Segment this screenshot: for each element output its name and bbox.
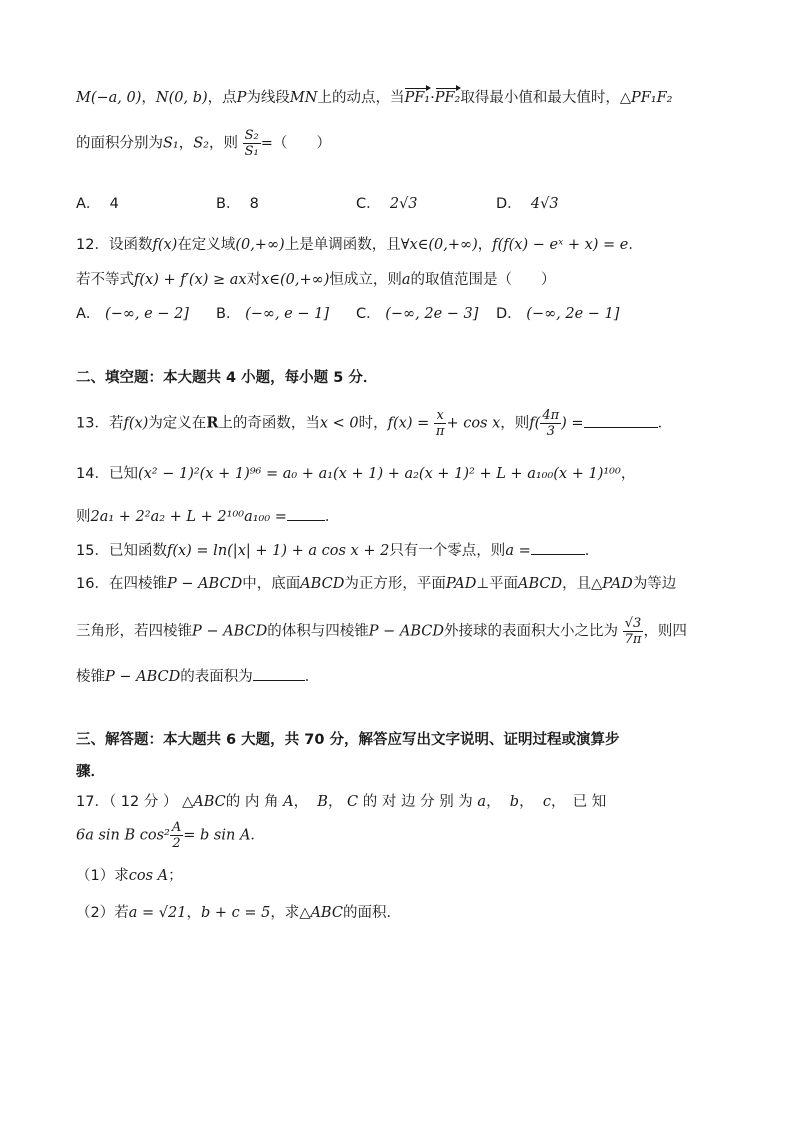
text-span: D．: [496, 306, 522, 322]
text-span: △PAD: [591, 576, 633, 592]
text-span: x∈(0,+∞): [261, 272, 330, 288]
text-span: ；: [168, 868, 183, 884]
q11-option-d[interactable]: [496, 192, 559, 213]
text-span: ．: [628, 237, 643, 253]
text-span: A: [283, 794, 294, 810]
text-span: ，: [477, 237, 493, 253]
text-span: 的 内 角: [225, 794, 279, 810]
text-span: ．: [584, 543, 600, 559]
text-span: P − ABCD: [192, 623, 268, 640]
text-span: P − ABCD: [166, 576, 243, 592]
text-span: x < 0: [319, 415, 359, 432]
text-span: 4π: [542, 408, 560, 423]
text-span: 3: [546, 424, 555, 439]
text-span: B．: [216, 196, 241, 212]
text-span: 6a sin B cos²: [76, 827, 170, 844]
text-span: 的面积分别为: [76, 135, 163, 152]
fraction-s2-over-s1: [243, 128, 261, 159]
text-span: 外接球的表面积大小之比为: [444, 623, 618, 640]
vector-pf2: PF₂: [434, 90, 461, 106]
text-span: S₁: [163, 135, 179, 152]
text-span: f(f(x) − eˣ + x) = e: [492, 237, 629, 253]
text-span: 12．设函数: [76, 237, 153, 253]
q17-line-1: [76, 790, 606, 811]
triangle-pf1f2: △PF₁F₂: [619, 90, 673, 106]
q17-part-2: [76, 901, 401, 922]
q12-option-a[interactable]: [76, 302, 189, 323]
text-span: C．: [356, 196, 381, 212]
text-span: ．: [657, 415, 673, 432]
q11-option-a[interactable]: [76, 192, 119, 213]
fraction-x-over-pi: [434, 408, 447, 439]
text-span: 2√3: [389, 196, 418, 212]
text-span: ，: [327, 794, 343, 810]
text-span: 棱锥: [76, 669, 105, 685]
text-span: 为正方形，平面: [344, 576, 446, 592]
q13-answer-blank[interactable]: [584, 427, 658, 428]
text-span: ，求: [270, 905, 300, 921]
text-span: 对: [246, 272, 262, 288]
text-span: 8: [249, 196, 259, 212]
text-span: a =: [505, 543, 531, 559]
text-span: P − ABCD: [105, 669, 181, 685]
q12-line-2: [76, 268, 556, 289]
point-m: M(−a, 0): [76, 90, 142, 106]
text-span: 4: [109, 196, 119, 212]
q12-option-b[interactable]: [216, 302, 329, 323]
text-span: R: [206, 414, 219, 432]
text-span: 7π: [624, 632, 642, 647]
text-span: ∀x∈(0,+∞): [400, 237, 478, 253]
text-span: （1）求: [76, 868, 129, 884]
text-span: 三角形，若四棱锥: [76, 623, 192, 640]
text-span: PAD: [445, 576, 477, 592]
text-span: C: [347, 794, 359, 810]
text-span: ，点: [207, 90, 237, 106]
text-span: cos A: [128, 868, 169, 884]
text-span: ABCD: [300, 576, 345, 592]
point-n: N(0, b): [155, 90, 208, 106]
text-span: ，则四: [643, 623, 687, 640]
text-span: 的面积．: [342, 905, 401, 921]
text-span: 上的动点，当: [317, 90, 405, 106]
fraction-4pi-over-3: [540, 408, 561, 439]
text-span: 的体积与四棱锥: [267, 623, 369, 640]
text-span: ，: [293, 794, 309, 810]
text-span: 为线段: [246, 90, 290, 106]
q15-answer-blank[interactable]: [531, 554, 585, 555]
q13: [76, 408, 672, 439]
q12-option-c[interactable]: [356, 302, 478, 323]
q11-line-1: [76, 86, 673, 107]
text-span: b + c = 5: [200, 905, 271, 921]
text-span: (x² − 1)²(x + 1)⁹⁶ = a₀ + a₁(x + 1) + a₂(x + 1)² + L + a₁₀₀(x + 1)¹⁰⁰: [137, 466, 621, 482]
text-span: ，且: [562, 576, 592, 592]
text-span: ，: [178, 135, 194, 152]
text-span: 上的奇函数，当: [218, 415, 320, 432]
q11-option-c[interactable]: [356, 192, 418, 213]
section-2-heading: 二、填空题：本大题共 4 小题，每小题 5 分．: [76, 370, 378, 386]
q12-option-d[interactable]: [496, 302, 619, 323]
q16-line-3: [76, 665, 319, 686]
text-span: 时，: [358, 415, 388, 432]
text-span: c: [542, 794, 551, 810]
text-span: 的表面积为: [180, 669, 253, 685]
text-span: + cos x: [446, 415, 501, 432]
text-span: P: [236, 90, 247, 106]
text-span: (−∞, e − 2]: [105, 306, 189, 322]
text-span: MN: [289, 90, 318, 106]
text-span: π: [435, 424, 445, 439]
text-span: ，: [620, 466, 636, 482]
text-span: f(x): [123, 415, 149, 432]
text-span: 中，底面: [242, 576, 301, 592]
text-span: 17．（ 12 分 ）: [76, 794, 178, 810]
text-span: √3: [623, 616, 644, 632]
q11-line-2: [76, 128, 331, 159]
q16-line-1: [76, 572, 676, 593]
text-span: (−∞, 2e − 1]: [526, 306, 620, 322]
text-span: 13．若: [76, 415, 124, 432]
text-span: f(x) =: [387, 415, 430, 432]
q16-answer-blank[interactable]: [253, 680, 305, 681]
text-span: ．: [324, 509, 340, 525]
text-span: A．: [76, 196, 101, 212]
text-span: 的取值范围是（ ）: [410, 272, 556, 288]
text-span: P − ABCD: [368, 623, 444, 640]
text-span: (−∞, 2e − 3]: [385, 306, 479, 322]
section-3-heading: 三、解答题：本大题共 6 大题，共 70 分，解答应写出文字说明、证明过程或演算步: [76, 732, 620, 748]
q12-line-1: [76, 233, 643, 254]
text-span: ，: [486, 794, 501, 810]
text-span: 为定义在: [148, 415, 207, 432]
fraction-sqrt3-over-7pi: [623, 616, 644, 647]
q16-line-2: [76, 616, 687, 647]
section-3-heading-cont: 骤．: [76, 764, 105, 780]
text-span: ， 已 知: [550, 794, 607, 810]
text-span: 在定义域: [177, 237, 236, 253]
text-span: (0,+∞): [235, 237, 285, 253]
text-span: 只有一个零点，则: [389, 543, 506, 559]
text-span: 4√3: [530, 196, 559, 212]
text-span: 15．已知函数: [76, 543, 167, 559]
text-span: B: [317, 794, 328, 810]
text-span: 若不等式: [76, 272, 134, 288]
text-span: 2: [172, 836, 181, 851]
text-span: ，: [141, 90, 156, 106]
text-span: ．: [304, 669, 320, 685]
text-span: A．: [76, 306, 101, 322]
text-span: 14．已知: [76, 466, 138, 482]
text-span: ，则: [209, 135, 238, 152]
text-span: x: [434, 408, 447, 424]
q15: [76, 539, 599, 560]
text-span: （2）若: [76, 905, 129, 921]
text-span: ⊥平面: [476, 576, 518, 592]
text-span: ，: [519, 794, 534, 810]
text-span: ，则: [500, 415, 530, 432]
text-span: a: [401, 272, 411, 288]
q11-option-b[interactable]: [216, 192, 259, 213]
text-span: 2a₁ + 2²a₂ + L + 2¹⁰⁰a₁₀₀ =: [90, 509, 287, 525]
text-span: (−∞, e − 1]: [245, 306, 329, 322]
text-span: 取得最小值和最大值时，: [460, 90, 620, 106]
text-span: △ABC: [299, 905, 343, 921]
text-span: =（ ）: [260, 135, 331, 152]
q14-line-2: [76, 505, 339, 526]
text-span: S₂: [244, 128, 259, 143]
text-span: S₂: [193, 135, 209, 152]
text-span: = b sin A: [183, 827, 251, 844]
text-span: f(x): [152, 237, 178, 253]
text-span: f(: [529, 415, 541, 432]
text-span: B．: [216, 306, 241, 322]
q17-part-1: [76, 864, 183, 885]
text-span: b: [509, 794, 520, 810]
q17-line-2: [76, 820, 265, 851]
text-span: f(x) = ln(|x| + 1) + a cos x + 2: [166, 543, 390, 559]
text-span: f(x) + f′(x) ≥ ax: [134, 272, 247, 288]
q14-line-1: [76, 462, 635, 483]
text-span: 上是单调函数，且: [284, 237, 401, 253]
text-span: △ABC: [182, 794, 226, 810]
text-span: C．: [356, 306, 381, 322]
text-span: S₁: [244, 144, 259, 159]
text-span: 的 对 边 分 别 为: [362, 794, 473, 810]
text-span: a = √21: [128, 905, 187, 921]
text-span: 恒成立，则: [329, 272, 402, 288]
text-span: ·: [430, 90, 435, 106]
q14-answer-blank[interactable]: [287, 520, 325, 521]
text-span: ．: [250, 827, 265, 844]
vector-pf1: PF₁: [404, 90, 431, 106]
fraction-a-over-2: [170, 820, 183, 851]
text-span: ) =: [561, 415, 584, 432]
text-span: ，: [186, 905, 201, 921]
text-span: 则: [76, 509, 91, 525]
text-span: 为等边: [632, 576, 677, 592]
text-span: A: [171, 820, 182, 835]
text-span: 16．在四棱锥: [76, 576, 167, 592]
text-span: ABCD: [518, 576, 563, 592]
text-span: a: [477, 794, 487, 810]
text-span: D．: [496, 196, 522, 212]
